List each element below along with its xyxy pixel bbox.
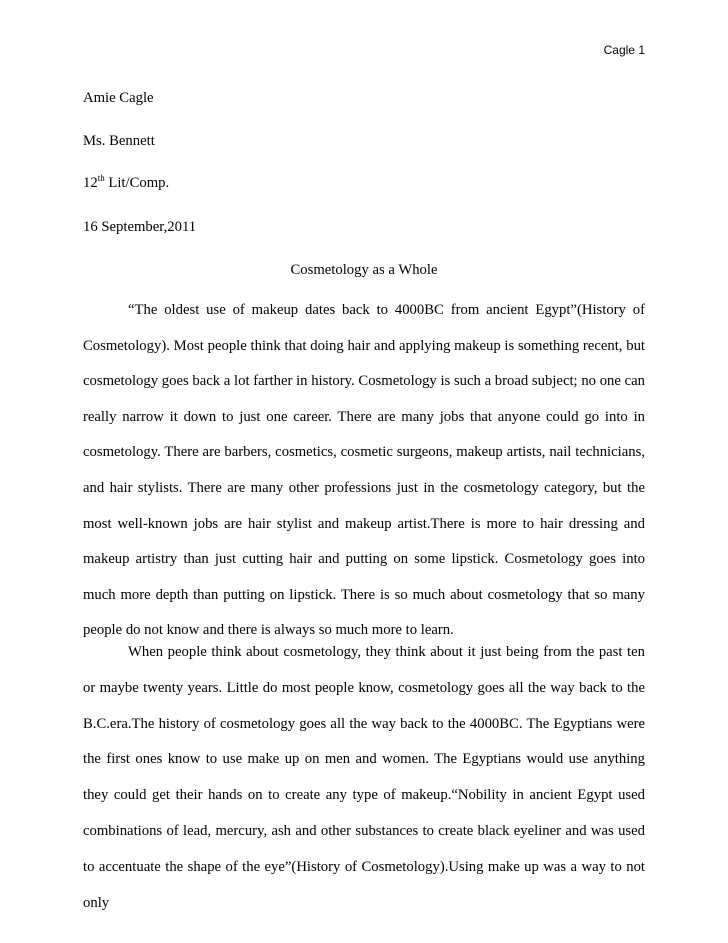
date-line: 16 September,2011 [83,219,197,235]
course-number: 12 [83,175,98,191]
course-line [83,174,169,192]
course-name: Lit/Comp. [104,175,170,191]
paragraph-1: “The oldest use of makeup dates back to 4000BC from ancient Egypt”(History of Cosmetology). Most people think that doing hair and applying makeup is something recent, but cosmetology goes back a lot farther in history. Cosmetology is such a broad subject; no one can really narrow it down to just one career. There are many jobs that anyone could go into in cosmetology. There are barbers, cosmetics, cosmetic surgeons, makeup artists, nail technicians, and hair stylists. There are many other professions just in the cosmetology category, but the most well-known jobs are hair stylist and makeup artist.There is more to hair dressing and makeup artistry than just cutting hair and putting on some lipstick. Cosmetology goes into much more depth than putting on lipstick. There is so much about cosmetology that so many people do not know and there is always so much more to learn. [83,302,645,639]
essay-title: Cosmetology as a Whole [290,262,438,278]
running-head: Cagle 1 [603,43,645,57]
teacher-name: Ms. Bennett [83,133,155,149]
author-name: Amie Cagle [83,90,154,106]
paragraph-2: When people think about cosmetology, they think about it just being from the past ten or maybe twenty years. Little do most people know, cosmetology goes all the way back to the B.C.era.The history of cosmetology goes all the way back to the 4000BC. The Egyptians were the first ones know to use make up on men and women. The Egyptians would use anything they could get their hands on to create any type of makeup.“Nobility in ancient Egypt used combinations of lead, mercury, ash and other substances to create black eyeliner and was used to accentuate the shape of the eye”(History of Cosmetology).Using make up was a way to not only [83,644,645,911]
course-superscript: th [97,173,105,184]
